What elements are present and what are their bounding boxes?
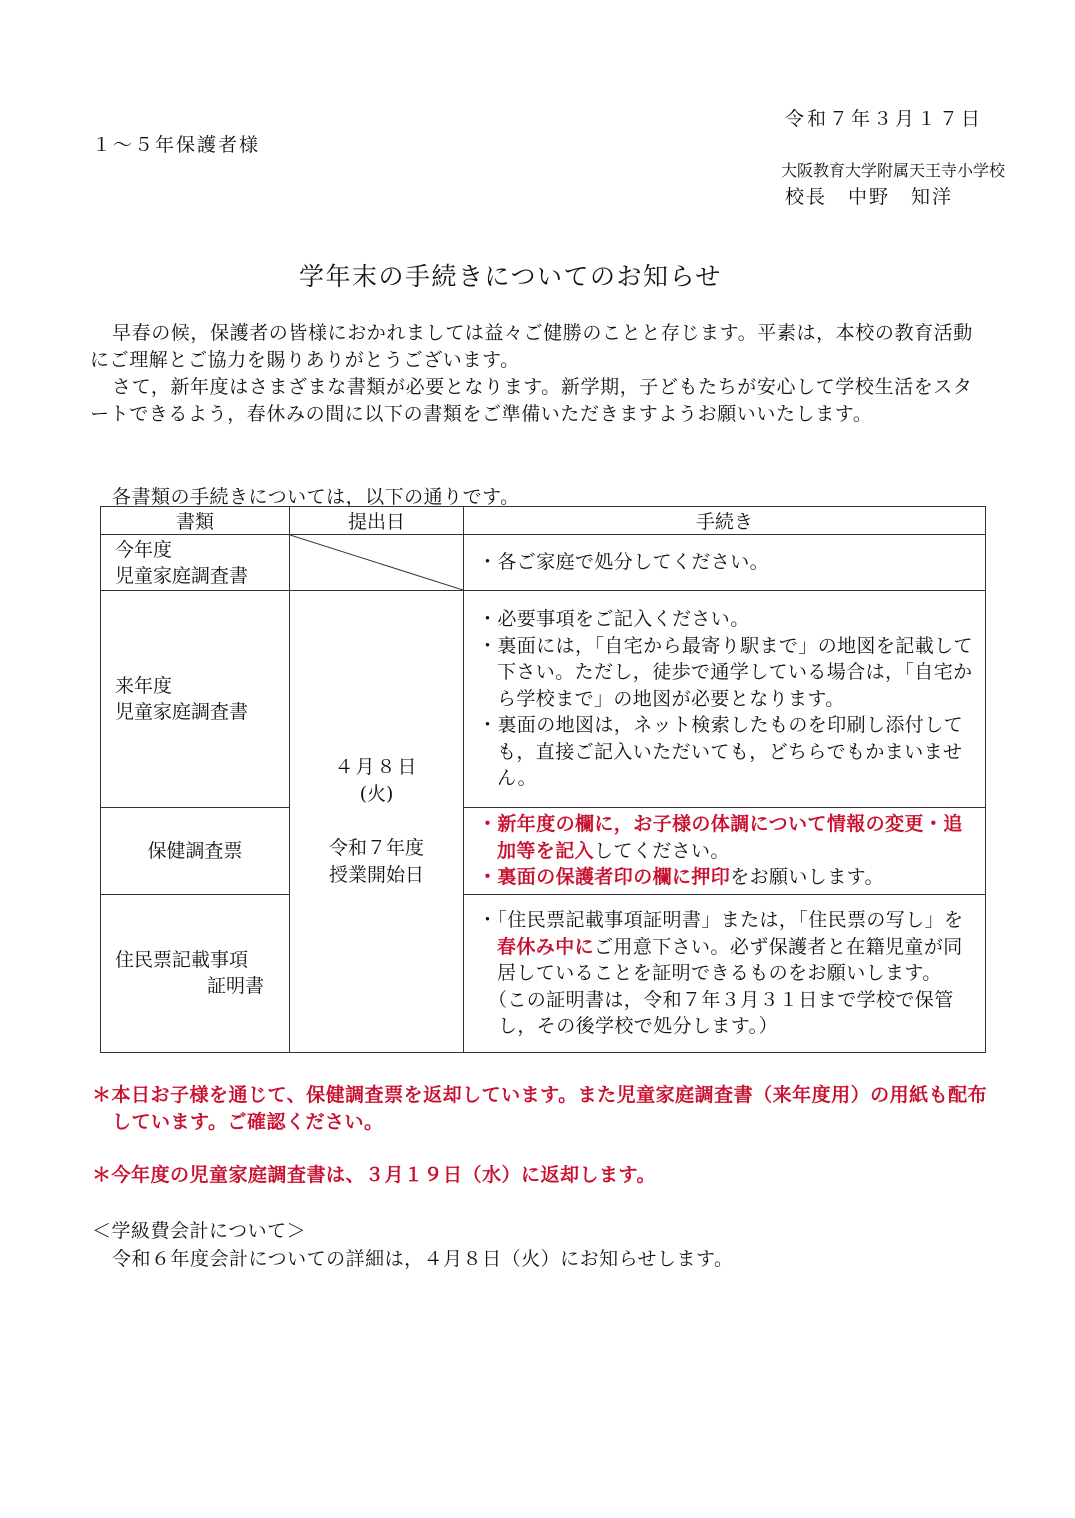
request-paragraph: さて，新年度はさまざまな書類が必要となります。新学期，子どもたちが安心して学校生活をスタートできるよう，春休みの間に以下の書類をご準備いただきますようお願いいたします。	[90, 376, 973, 425]
procedure-text: ご用意下さい。必ず保護者と在籍児童が同居していることを証明できるものをお願いします。	[497, 935, 963, 984]
table-header-row	[101, 507, 986, 535]
header-documents: 書類	[101, 507, 290, 535]
table-row	[101, 808, 986, 895]
principal-name: 校長 中野 知洋	[785, 186, 954, 208]
submit-note: 授業開始日	[328, 864, 424, 886]
doc-label: 今年度	[115, 538, 173, 561]
procedure-note: （この証明書は，令和７年３月３１日まで学校で保管し，その後学校で処分します。）	[488, 988, 954, 1037]
submit-note: 令和７年度	[328, 837, 424, 859]
header-procedure: 手続き	[464, 507, 986, 535]
document-health-survey: 保健調査票	[101, 808, 290, 895]
procedure-health-survey	[464, 808, 986, 895]
procedure-item: ・裏面の地図は，ネット検索したものを印刷し添付しても，直接ご記入いただいても，どちらでもかまいません。	[478, 714, 964, 790]
diagonal-line	[290, 535, 463, 590]
recipient: １～５年保護者様	[92, 134, 261, 156]
procedure-item: ・必要事項をご記入ください。	[478, 608, 750, 631]
submit-weekday: (火)	[359, 783, 394, 805]
highlight-text: 春休み中に	[497, 935, 595, 958]
diagonal-slash-cell	[290, 535, 464, 591]
header-submit-date: 提出日	[290, 507, 464, 535]
table-row	[101, 535, 986, 591]
procedure-text: ・「住民票記載事項証明書」または，「住民票の写し」を	[478, 909, 964, 931]
table-row	[101, 591, 986, 808]
procedure-current-survey	[464, 535, 986, 591]
procedure-text: してください。	[594, 839, 730, 862]
doc-label: 児童家庭調査書	[115, 701, 249, 723]
highlight-text: ・裏面の保護者印の欄に押印	[478, 866, 731, 888]
procedure-resident-certificate	[464, 894, 986, 1053]
doc-label: 証明書	[207, 975, 265, 998]
procedure-item	[478, 864, 973, 891]
document-resident-certificate	[101, 894, 290, 1053]
accounting-text: 令和６年度会計についての詳細は，４月８日（火）にお知らせします。	[112, 1248, 734, 1270]
table-intro: 各書類の手続きについては，以下の通りです。	[112, 486, 520, 508]
procedure-table	[100, 506, 986, 1053]
submit-date: ４月８日	[334, 756, 419, 778]
procedure-item: ・各ご家庭で処分してください。	[478, 551, 770, 574]
doc-label: 住民票記載事項	[115, 949, 249, 972]
doc-label: 来年度	[115, 675, 173, 697]
procedure-item: ・裏面には，「自宅から最寄り駅まで」の地図を記載して下さい。ただし，徒歩で通学している場合は，「自宅から学校まで」の地図が必要となります。	[478, 634, 973, 710]
submission-date-cell	[290, 591, 464, 1053]
highlight-text: ・新年度の欄に，お子様の体調について情報の変更・追加等を記入	[478, 813, 963, 862]
issue-date: 令和７年３月１７日	[785, 108, 984, 130]
notice-return-date: ＊今年度の児童家庭調査書は、３月１９日（水）に返却します。	[92, 1164, 656, 1186]
document-current-survey	[101, 535, 290, 591]
document-next-survey	[101, 591, 290, 808]
accounting-heading: ＜学級費会計について＞	[92, 1220, 307, 1242]
procedure-item	[478, 811, 973, 864]
page-title: 学年末の手続きについてのお知らせ	[299, 262, 722, 291]
table-row	[101, 894, 986, 1053]
procedure-item	[478, 907, 973, 987]
notice-returned-forms: ＊本日お子様を通じて、保健調査票を返却しています。また児童家庭調査書（来年度用）の用紙も配布しています。ご確認ください。	[92, 1084, 988, 1133]
doc-label: 児童家庭調査書	[115, 564, 249, 587]
greeting-paragraph: 早春の候，保護者の皆様におかれましては益々ご健勝のことと存じます。平素は，本校の教育活動にご理解とご協力を賜りありがとうございます。	[90, 322, 973, 371]
procedure-next-survey	[464, 591, 986, 808]
school-name: 大阪教育大学附属天王寺小学校	[781, 161, 1006, 180]
procedure-text: をお願いします。	[730, 866, 884, 888]
